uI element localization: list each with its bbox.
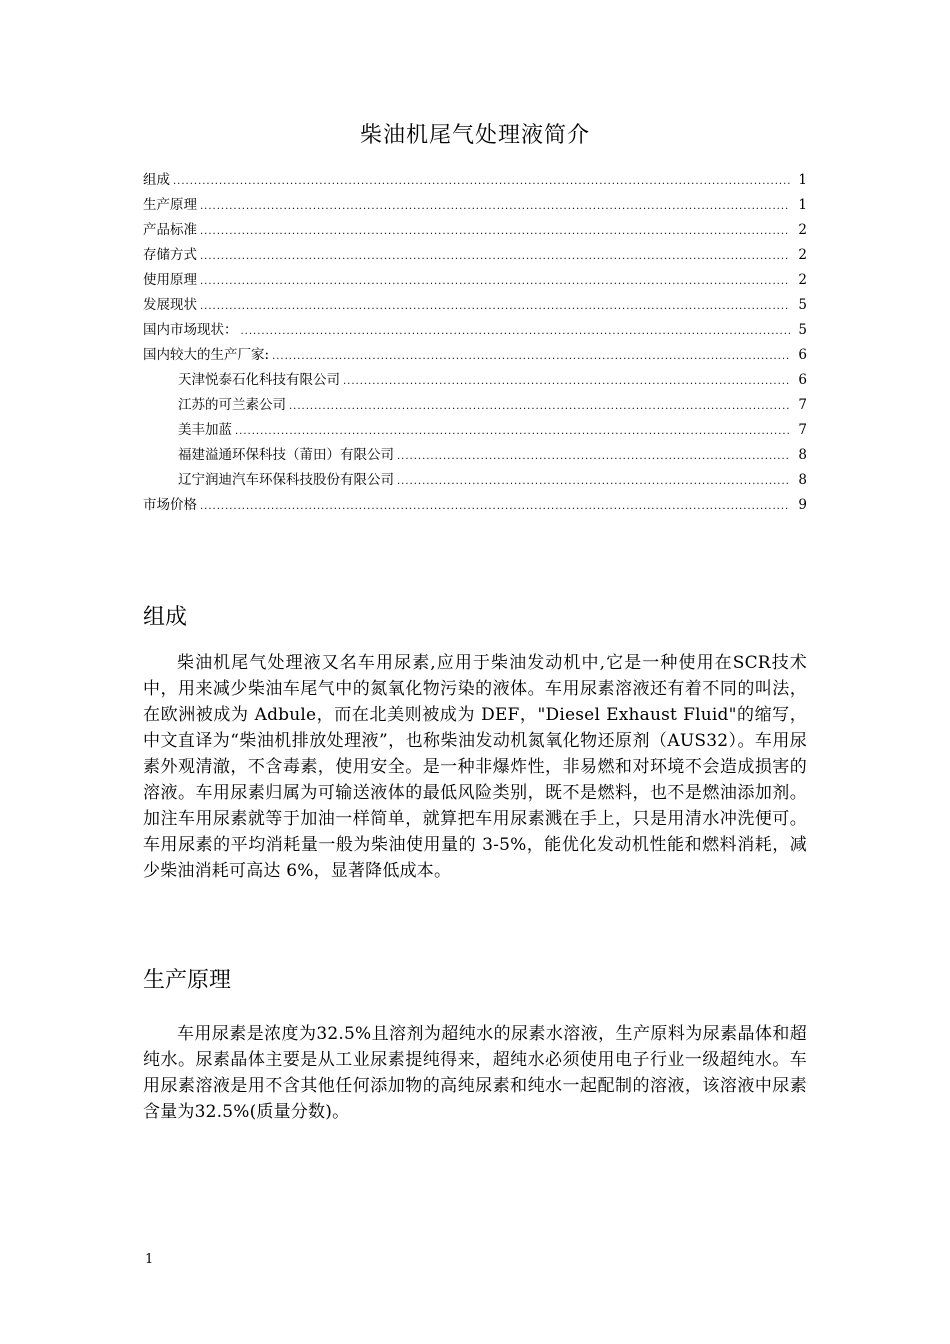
toc-entry-page: 7 xyxy=(798,397,807,413)
document-title: 柴油机尾气处理液简介 xyxy=(359,123,590,148)
toc-entry-page: 1 xyxy=(798,172,807,188)
toc-entry-page: 2 xyxy=(798,247,807,263)
toc-entry-label: 辽宁润迪汽车环保科技股份有限公司 xyxy=(178,472,394,488)
toc-entry-page: 6 xyxy=(798,372,807,388)
toc-leader-dots xyxy=(200,301,790,312)
toc-entry-page: 2 xyxy=(798,222,807,238)
toc-entry-page: 9 xyxy=(798,497,807,513)
toc-leader-dots xyxy=(200,501,790,512)
toc-leader-dots xyxy=(272,351,790,362)
toc-leader-dots xyxy=(235,426,790,437)
toc-entry[interactable] xyxy=(143,168,807,193)
toc-entry[interactable] xyxy=(143,193,807,218)
toc-entry-page: 5 xyxy=(798,297,807,313)
toc-entry-page: 2 xyxy=(798,272,807,288)
toc-leader-dots xyxy=(241,326,791,337)
toc-entry[interactable] xyxy=(143,343,807,368)
toc-leader-dots xyxy=(200,226,790,237)
toc-entry-label: 江苏的可兰素公司 xyxy=(178,397,286,413)
toc-leader-dots xyxy=(173,176,790,187)
toc-entry-page: 8 xyxy=(798,472,807,488)
toc-entry-label: 存储方式 xyxy=(143,247,197,263)
toc-entry-page: 5 xyxy=(798,322,807,338)
toc-entry-label: 美丰加蓝 xyxy=(178,422,232,438)
page-number: 1 xyxy=(145,1252,154,1267)
toc-entry[interactable] xyxy=(143,293,807,318)
toc-leader-dots xyxy=(200,276,790,287)
toc-subentry[interactable] xyxy=(143,368,807,393)
toc-entry[interactable] xyxy=(143,218,807,243)
toc-entry-label: 天津悦泰石化科技有限公司 xyxy=(178,372,340,388)
table-of-contents xyxy=(143,168,807,518)
toc-subentry[interactable] xyxy=(143,443,807,468)
toc-subentry[interactable] xyxy=(143,418,807,443)
section-body-composition: 柴油机尾气处理液又名车用尿素,应用于柴油发动机中,它是一种使用在SCR技术中，用来减少柴油车尾气中的氮氧化物污染的液体。车用尿素溶液还有着不同的叫法，在欧洲被成为 Adbule，而在北美则被成为 DEF，"Diesel Exhaust Fluid"的缩写，中文直译为“柴油机排放处理液”，也称柴油发动机氮氧化物还原剂（AUS32）。车用尿素外观清澈，不含毒素，使用安全。是一种非爆炸性，非易燃和对环境不会造成损害的溶液。车用尿素归属为可输送液体的最低风险类别，既不是燃料，也不是燃油添加剂。加注车用尿素就等于加油一样简单，就算把车用尿素溅在手上，只是用清水冲洗便可。车用尿素的平均消耗量一般为柴油使用量的 3-5%，能优化发动机性能和燃料消耗，减少柴油消耗可高达 6%，显著降低成本。 xyxy=(143,653,807,881)
toc-entry[interactable] xyxy=(143,318,807,343)
toc-entry-label: 产品标准 xyxy=(143,222,197,238)
toc-leader-dots xyxy=(289,401,790,412)
toc-entry-page: 7 xyxy=(798,422,807,438)
toc-entry-page: 6 xyxy=(798,347,807,363)
toc-entry[interactable] xyxy=(143,243,807,268)
toc-entry-label: 国内市场现状： xyxy=(143,322,238,338)
toc-entry-label: 组成 xyxy=(143,172,170,188)
toc-entry-label: 生产原理 xyxy=(143,197,197,213)
section-body-production: 车用尿素是浓度为32.5%且溶剂为超纯水的尿素水溶液，生产原料为尿素晶体和超纯水。尿素晶体主要是从工业尿素提纯得来，超纯水必须使用电子行业一级超纯水。车用尿素溶液是用不含其他任何添加物的高纯尿素和纯水一起配制的溶液，该溶液中尿素含量为32.5%(质量分数)。 xyxy=(143,1024,807,1122)
toc-entry-label: 国内较大的生产厂家: xyxy=(143,347,270,363)
toc-leader-dots xyxy=(343,376,790,387)
toc-subentry[interactable] xyxy=(143,468,807,493)
toc-entry[interactable] xyxy=(143,493,807,518)
toc-entry-label: 市场价格 xyxy=(143,497,197,513)
toc-leader-dots xyxy=(200,201,790,212)
toc-leader-dots xyxy=(397,476,790,487)
toc-entry-label: 使用原理 xyxy=(143,272,197,288)
toc-leader-dots xyxy=(397,451,790,462)
toc-leader-dots xyxy=(200,251,790,262)
toc-entry-page: 1 xyxy=(798,197,807,213)
toc-subentry[interactable] xyxy=(143,393,807,418)
toc-entry-label: 发展现状 xyxy=(143,297,197,313)
toc-entry[interactable] xyxy=(143,268,807,293)
toc-entry-label: 福建溢通环保科技（莆田）有限公司 xyxy=(178,447,394,463)
section-heading-production: 生产原理 xyxy=(143,968,232,993)
toc-entry-page: 8 xyxy=(798,447,807,463)
section-heading-composition: 组成 xyxy=(143,605,188,630)
